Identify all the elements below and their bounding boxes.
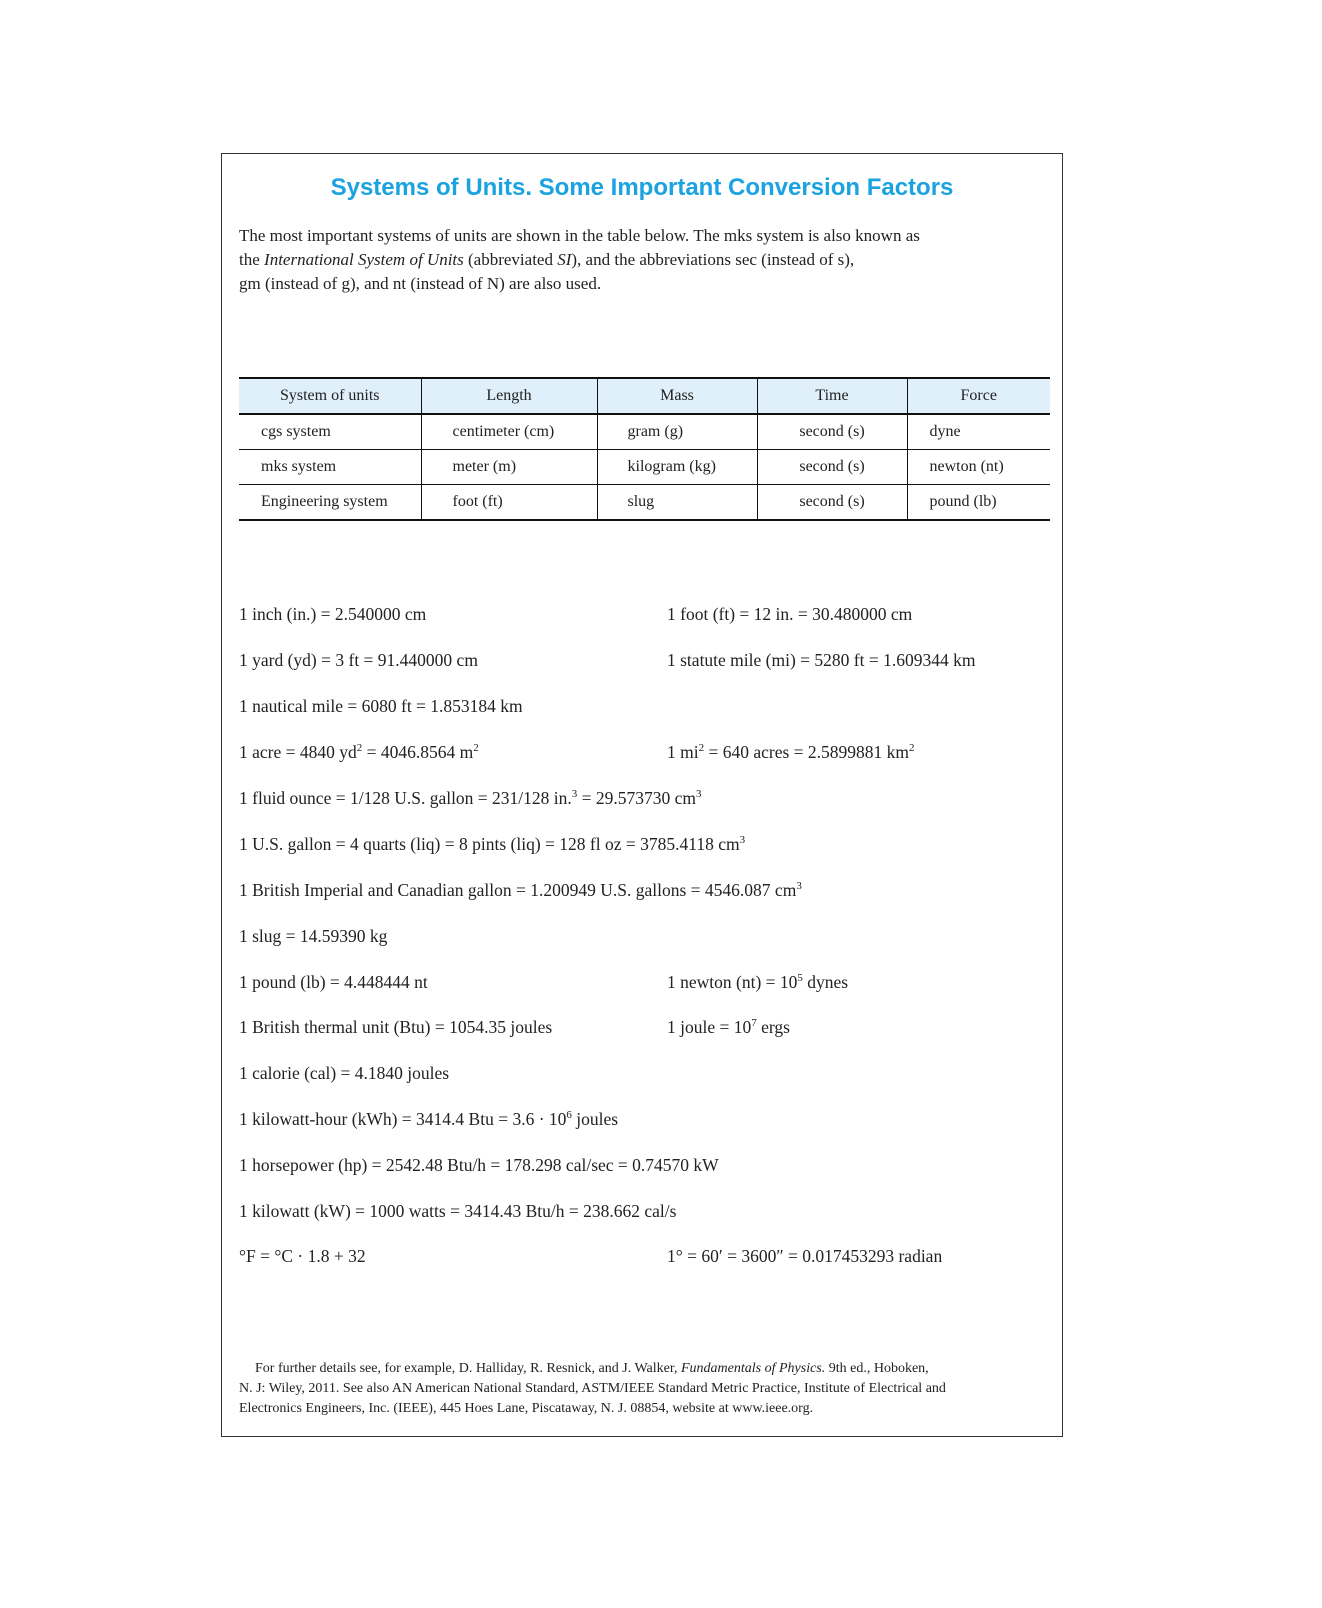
footnote-line-3: Electronics Engineers, Inc. (IEEE), 445 Hoes Lane, Piscataway, N. J. 08854, website at www.ieee.org.	[239, 1401, 814, 1416]
footnote-line-1	[239, 1359, 1046, 1379]
table-cell: foot (ft)	[421, 485, 597, 521]
units-table	[239, 377, 1050, 521]
exponent: 2	[698, 742, 705, 754]
footnote-text: For further details see, for example, D. Halliday, R. Resnick, and J. Walker,	[255, 1361, 681, 1376]
conv-statute-mile: 1 statute mile (mi) = 5280 ft = 1.609344 km	[667, 650, 976, 670]
footnote-text: 9th ed., Hoboken,	[825, 1361, 929, 1376]
table-cell: mks system	[239, 450, 421, 485]
exponent: 6	[566, 1109, 572, 1121]
intro-italic-si-name: International System of Units	[264, 250, 464, 269]
intro-text: ), and the abbreviations sec (instead of s),	[571, 250, 855, 269]
footnote-book-title: Fundamentals of Physics.	[680, 1361, 826, 1376]
conv-text: 1 joule = 10	[667, 1017, 752, 1037]
conv-slug: 1 slug = 14.59390 kg	[239, 926, 388, 946]
conv-text: 1 acre = 4840 yd	[239, 742, 357, 762]
table-header: System of units	[239, 378, 421, 414]
table-cell: second (s)	[757, 414, 907, 450]
table-cell: gram (g)	[597, 414, 757, 450]
conv-text: = 640 acres = 2.5899881 km	[704, 742, 910, 762]
exponent: 3	[739, 834, 746, 846]
footnote	[239, 1359, 1046, 1419]
conv-text: joules	[571, 1109, 619, 1129]
table-cell: dyne	[907, 414, 1050, 450]
table-cell: cgs system	[239, 414, 421, 450]
conv-text: 1 kilowatt-hour (kWh) = 3414.4 Btu = 3.6 · 10	[239, 1109, 567, 1129]
conv-text: 1 newton (nt) = 10	[667, 972, 798, 992]
table-row	[239, 414, 1050, 450]
table-cell: second (s)	[757, 485, 907, 521]
table-cell: pound (lb)	[907, 485, 1050, 521]
conv-square-mile	[667, 741, 915, 763]
conv-calorie: 1 calorie (cal) = 4.1840 joules	[239, 1063, 450, 1083]
conv-kilowatt: 1 kilowatt (kW) = 1000 watts = 3414.43 Btu/h = 238.662 cal/s	[239, 1201, 677, 1221]
conv-joule	[667, 1016, 790, 1038]
conv-nautical-mile: 1 nautical mile = 6080 ft = 1.853184 km	[239, 696, 523, 716]
exponent: 2	[473, 742, 479, 754]
intro-text: (abbreviated	[463, 250, 558, 269]
conv-text: ergs	[756, 1017, 790, 1037]
intro-line-1: The most important systems of units are shown in the table below. The mks system is also known as	[239, 226, 920, 245]
conv-yard: 1 yard (yd) = 3 ft = 91.440000 cm	[239, 650, 478, 670]
conv-text: 1 mi	[667, 742, 699, 762]
conv-degree: 1° = 60′ = 3600″ = 0.017453293 radian	[667, 1246, 943, 1266]
table-cell: slug	[597, 485, 757, 521]
table-cell: newton (nt)	[907, 450, 1050, 485]
exponent: 3	[571, 788, 578, 800]
table-header-row	[239, 378, 1050, 414]
table-cell: second (s)	[757, 450, 907, 485]
conv-imperial-gallon	[239, 879, 802, 901]
conv-text: = 29.573730 cm	[577, 788, 697, 808]
conv-pound: 1 pound (lb) = 4.448444 nt	[239, 972, 428, 992]
conv-newton	[667, 971, 848, 993]
table-header: Mass	[597, 378, 757, 414]
conv-kilowatt-hour	[239, 1108, 618, 1130]
table-cell: centimeter (cm)	[421, 414, 597, 450]
intro-italic-si: SI	[557, 250, 572, 269]
exponent: 2	[909, 742, 915, 754]
conv-text: 1 fluid ounce = 1/128 U.S. gallon = 231/128 in.	[239, 788, 572, 808]
exponent: 2	[356, 742, 363, 754]
table-header: Time	[757, 378, 907, 414]
conv-foot: 1 foot (ft) = 12 in. = 30.480000 cm	[667, 604, 913, 624]
exponent: 3	[696, 788, 702, 800]
conv-fluid-ounce	[239, 787, 702, 809]
table-header: Length	[421, 378, 597, 414]
conv-us-gallon	[239, 833, 745, 855]
conv-text: 1 British Imperial and Canadian gallon = 1.200949 U.S. gallons = 4546.087 cm	[239, 880, 797, 900]
conv-inch: 1 inch (in.) = 2.540000 cm	[239, 604, 427, 624]
conv-text: 1 U.S. gallon = 4 quarts (liq) = 8 pints (liq) = 128 fl oz = 3785.4118 cm	[239, 834, 740, 854]
table-cell: Engineering system	[239, 485, 421, 521]
intro-line-2	[239, 248, 1046, 272]
exponent: 5	[797, 972, 803, 984]
intro-paragraph	[239, 224, 1046, 296]
table-cell: meter (m)	[421, 450, 597, 485]
intro-text: the	[239, 250, 265, 269]
conv-horsepower: 1 horsepower (hp) = 2542.48 Btu/h = 178.298 cal/sec = 0.74570 kW	[239, 1155, 719, 1175]
table-row	[239, 450, 1050, 485]
table-cell: kilogram (kg)	[597, 450, 757, 485]
conv-fahrenheit: °F = °C · 1.8 + 32	[239, 1246, 366, 1266]
intro-line-3: gm (instead of g), and nt (instead of N) are also used.	[239, 274, 602, 293]
conv-acre	[239, 741, 479, 763]
content-frame	[221, 153, 1063, 1437]
conv-text: = 4046.8564 m	[362, 742, 474, 762]
table-row	[239, 485, 1050, 521]
exponent: 3	[796, 880, 802, 892]
table-header: Force	[907, 378, 1050, 414]
exponent: 7	[751, 1017, 757, 1029]
conv-btu: 1 British thermal unit (Btu) = 1054.35 joules	[239, 1017, 553, 1037]
page-title: Systems of Units. Some Important Conversion Factors	[330, 174, 954, 201]
conv-text: dynes	[802, 972, 849, 992]
footnote-line-2: N. J: Wiley, 2011. See also AN American National Standard, ASTM/IEEE Standard Metric Practice, Institute of Electrical and	[239, 1381, 946, 1396]
